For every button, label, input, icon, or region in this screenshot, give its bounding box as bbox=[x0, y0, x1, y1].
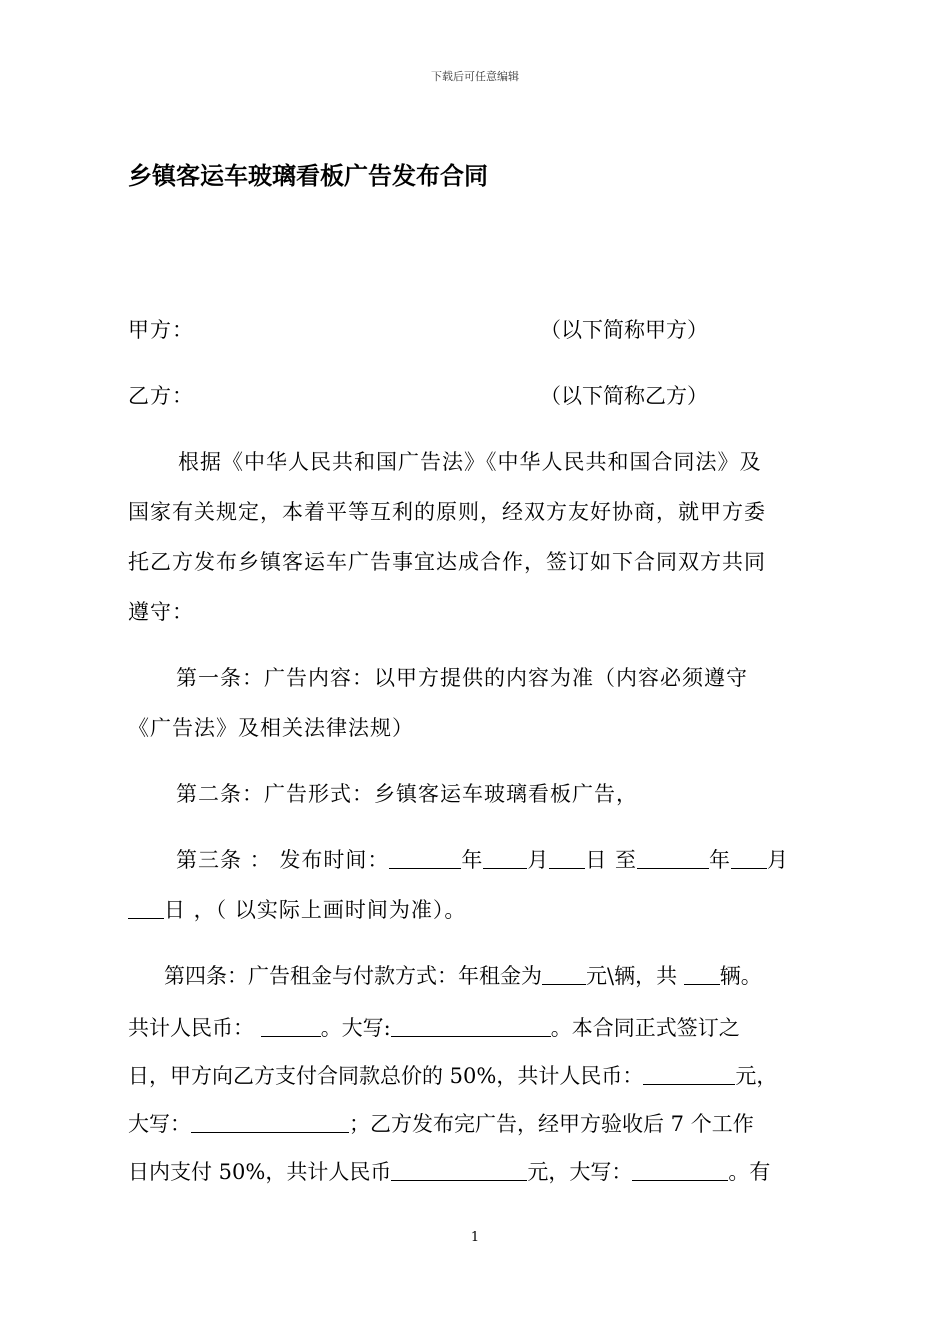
page-number: 1 bbox=[470, 1230, 480, 1245]
blank-field[interactable] bbox=[191, 1112, 349, 1133]
blank-field[interactable] bbox=[128, 898, 164, 919]
party-a-note: （以下简称甲方） bbox=[540, 318, 708, 342]
blank-field[interactable] bbox=[684, 964, 720, 985]
blank-field[interactable] bbox=[549, 848, 585, 869]
article-line bbox=[128, 1060, 828, 1090]
unit-text: 月 bbox=[527, 848, 550, 872]
intro-line: 托乙方发布乡镇客运车广告事宜达成合作，签订如下合同双方共同 bbox=[128, 550, 766, 574]
article-text: 元\辆，共 bbox=[586, 964, 678, 988]
party-a-label: 甲方： bbox=[128, 318, 194, 342]
blank-field[interactable] bbox=[391, 1160, 527, 1181]
unit-text: 年 bbox=[709, 848, 732, 872]
unit-text: 日 bbox=[585, 848, 608, 872]
article-text: 。本合同正式签订之 bbox=[550, 1016, 740, 1040]
unit-text: 月 bbox=[767, 848, 790, 872]
blank-field[interactable] bbox=[261, 1016, 321, 1037]
article-text: 日 ，（ 以实际上画时间为准）。 bbox=[164, 898, 467, 922]
article-line bbox=[128, 1108, 828, 1138]
article-line bbox=[176, 844, 828, 874]
document-title: 乡镇客运车玻璃看板广告发布合同 bbox=[128, 162, 488, 190]
article-line bbox=[128, 1156, 828, 1186]
unit-text: 至 bbox=[615, 848, 638, 872]
article-line: 第一条：广告内容：以甲方提供的内容为准（内容必须遵守 bbox=[176, 666, 748, 690]
article-text: 元，大写： bbox=[527, 1160, 633, 1184]
article-text: 日，甲方向乙方支付合同款总价的 50%，共计人民币： bbox=[128, 1064, 644, 1088]
article-line bbox=[128, 894, 828, 924]
intro-line: 根据《中华人民共和国广告法》《中华人民共和国合同法》及 bbox=[178, 450, 762, 474]
blank-field[interactable] bbox=[542, 964, 586, 985]
intro-line: 遵守： bbox=[128, 600, 194, 624]
article-text: 日内支付 50%，共计人民币 bbox=[128, 1160, 392, 1184]
article-line bbox=[128, 1012, 828, 1042]
article-text: 共计人民币： bbox=[128, 1016, 254, 1040]
article-line: 《广告法》及相关法律法规） bbox=[128, 716, 414, 740]
article-text: 辆。 bbox=[719, 964, 762, 988]
blank-field[interactable] bbox=[391, 1016, 551, 1037]
article-line bbox=[164, 960, 834, 990]
intro-line: 国家有关规定，本着平等互利的原则，经双方友好协商，就甲方委 bbox=[128, 500, 766, 524]
article-text: 第四条：广告租金与付款方式：年租金为 bbox=[164, 964, 542, 988]
party-b-note: （以下简称乙方） bbox=[540, 384, 708, 408]
article-2: 第二条：广告形式：乡镇客运车玻璃看板广告， bbox=[176, 782, 638, 806]
unit-text: 年 bbox=[461, 848, 484, 872]
article-text: 大写： bbox=[128, 1112, 191, 1136]
article-text: ；乙方发布完广告，经甲方验收后 7 个工作 bbox=[349, 1112, 754, 1136]
blank-field[interactable] bbox=[483, 848, 527, 869]
party-b-label: 乙方： bbox=[128, 384, 194, 408]
header-note: 下载后可任意编辑 bbox=[431, 70, 519, 83]
article-text: 元， bbox=[735, 1064, 778, 1088]
blank-field[interactable] bbox=[637, 848, 709, 869]
article-text: 。有 bbox=[728, 1160, 771, 1184]
blank-field[interactable] bbox=[389, 848, 461, 869]
blank-field[interactable] bbox=[632, 1160, 728, 1181]
article-3-label: 第三条 ： 发布时间： bbox=[176, 848, 390, 872]
article-text: 。大写: bbox=[320, 1016, 391, 1040]
blank-field[interactable] bbox=[643, 1064, 735, 1085]
blank-field[interactable] bbox=[731, 848, 767, 869]
